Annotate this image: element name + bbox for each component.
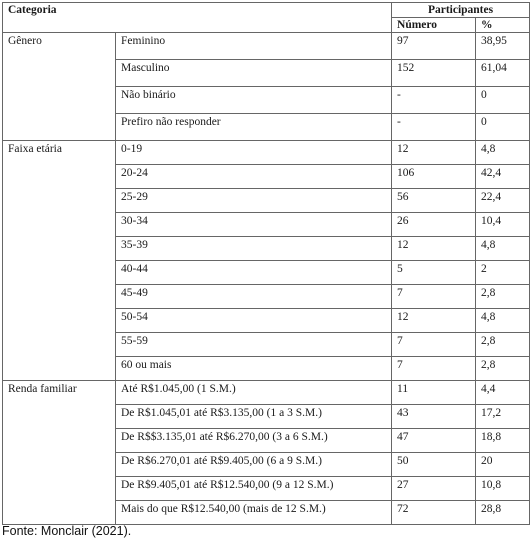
percent-cell: 2,8 xyxy=(476,285,530,309)
number-cell: 106 xyxy=(392,165,476,189)
table-row xyxy=(3,33,530,60)
percent-cell: 0 xyxy=(476,87,530,114)
table-row xyxy=(3,141,530,165)
row-label-cell: 30-34 xyxy=(116,213,392,237)
number-cell: 47 xyxy=(392,429,476,453)
row-label-cell: Não binário xyxy=(116,87,392,114)
percent-cell: 2,8 xyxy=(476,357,530,381)
row-label-cell: De R$9.405,01 até R$12.540,00 (9 a 12 S.M.) xyxy=(116,477,392,501)
percent-cell: 10,4 xyxy=(476,213,530,237)
number-cell: 43 xyxy=(392,405,476,429)
source-caption: Fonte: Monclair (2021). xyxy=(2,524,132,538)
row-label-cell: 25-29 xyxy=(116,189,392,213)
row-label-cell: 35-39 xyxy=(116,237,392,261)
number-cell: 56 xyxy=(392,189,476,213)
percent-cell: 4,8 xyxy=(476,237,530,261)
row-label-cell: 40-44 xyxy=(116,261,392,285)
percent-cell: 22,4 xyxy=(476,189,530,213)
row-label-cell: 45-49 xyxy=(116,285,392,309)
number-cell: 5 xyxy=(392,261,476,285)
row-label-cell: 55-59 xyxy=(116,333,392,357)
percent-cell: 42,4 xyxy=(476,165,530,189)
number-cell: 97 xyxy=(392,33,476,60)
percent-cell: 10,8 xyxy=(476,477,530,501)
number-cell: 12 xyxy=(392,309,476,333)
header-row-1 xyxy=(3,3,530,18)
number-cell: 26 xyxy=(392,213,476,237)
percent-cell: 28,8 xyxy=(476,501,530,525)
row-label-cell: De R$1.045,01 até R$3.135,00 (1 a 3 S.M.) xyxy=(116,405,392,429)
row-label-cell: De R$$3.135,01 até R$6.270,00 (3 a 6 S.M.) xyxy=(116,429,392,453)
header-participants: Participantes xyxy=(392,3,530,18)
percent-cell: 20 xyxy=(476,453,530,477)
row-label-cell: 0-19 xyxy=(116,141,392,165)
row-label-cell: De R$6.270,01 até R$9.405,00 (6 a 9 S.M.) xyxy=(116,453,392,477)
percent-cell: 0 xyxy=(476,114,530,141)
percent-cell: 2 xyxy=(476,261,530,285)
number-cell: 50 xyxy=(392,453,476,477)
number-cell: 27 xyxy=(392,477,476,501)
header-percent: % xyxy=(476,18,530,33)
percent-cell: 4,8 xyxy=(476,309,530,333)
row-label-cell: Mais do que R$12.540,00 (mais de 12 S.M.) xyxy=(116,501,392,525)
row-label-cell: Masculino xyxy=(116,60,392,87)
participants-table xyxy=(2,2,530,525)
row-label-cell: Feminino xyxy=(116,33,392,60)
number-cell: 12 xyxy=(392,237,476,261)
table-row xyxy=(3,381,530,405)
percent-cell: 17,2 xyxy=(476,405,530,429)
category-cell: Renda familiar xyxy=(3,381,116,525)
percent-cell: 61,04 xyxy=(476,60,530,87)
row-label-cell: 50-54 xyxy=(116,309,392,333)
number-cell: 11 xyxy=(392,381,476,405)
number-cell: 152 xyxy=(392,60,476,87)
number-cell: 7 xyxy=(392,333,476,357)
number-cell: 72 xyxy=(392,501,476,525)
percent-cell: 18,8 xyxy=(476,429,530,453)
percent-cell: 2,8 xyxy=(476,333,530,357)
category-cell: Gênero xyxy=(3,33,116,141)
header-number: Número xyxy=(392,18,476,33)
row-label-cell: 20-24 xyxy=(116,165,392,189)
percent-cell: 4,4 xyxy=(476,381,530,405)
category-cell: Faixa etária xyxy=(3,141,116,381)
number-cell: 12 xyxy=(392,141,476,165)
row-label-cell: Prefiro não responder xyxy=(116,114,392,141)
header-category: Categoria xyxy=(3,3,392,33)
percent-cell: 4,8 xyxy=(476,141,530,165)
row-label-cell: Até R$1.045,00 (1 S.M.) xyxy=(116,381,392,405)
number-cell: 7 xyxy=(392,285,476,309)
number-cell: - xyxy=(392,87,476,114)
number-cell: 7 xyxy=(392,357,476,381)
number-cell: - xyxy=(392,114,476,141)
percent-cell: 38,95 xyxy=(476,33,530,60)
row-label-cell: 60 ou mais xyxy=(116,357,392,381)
